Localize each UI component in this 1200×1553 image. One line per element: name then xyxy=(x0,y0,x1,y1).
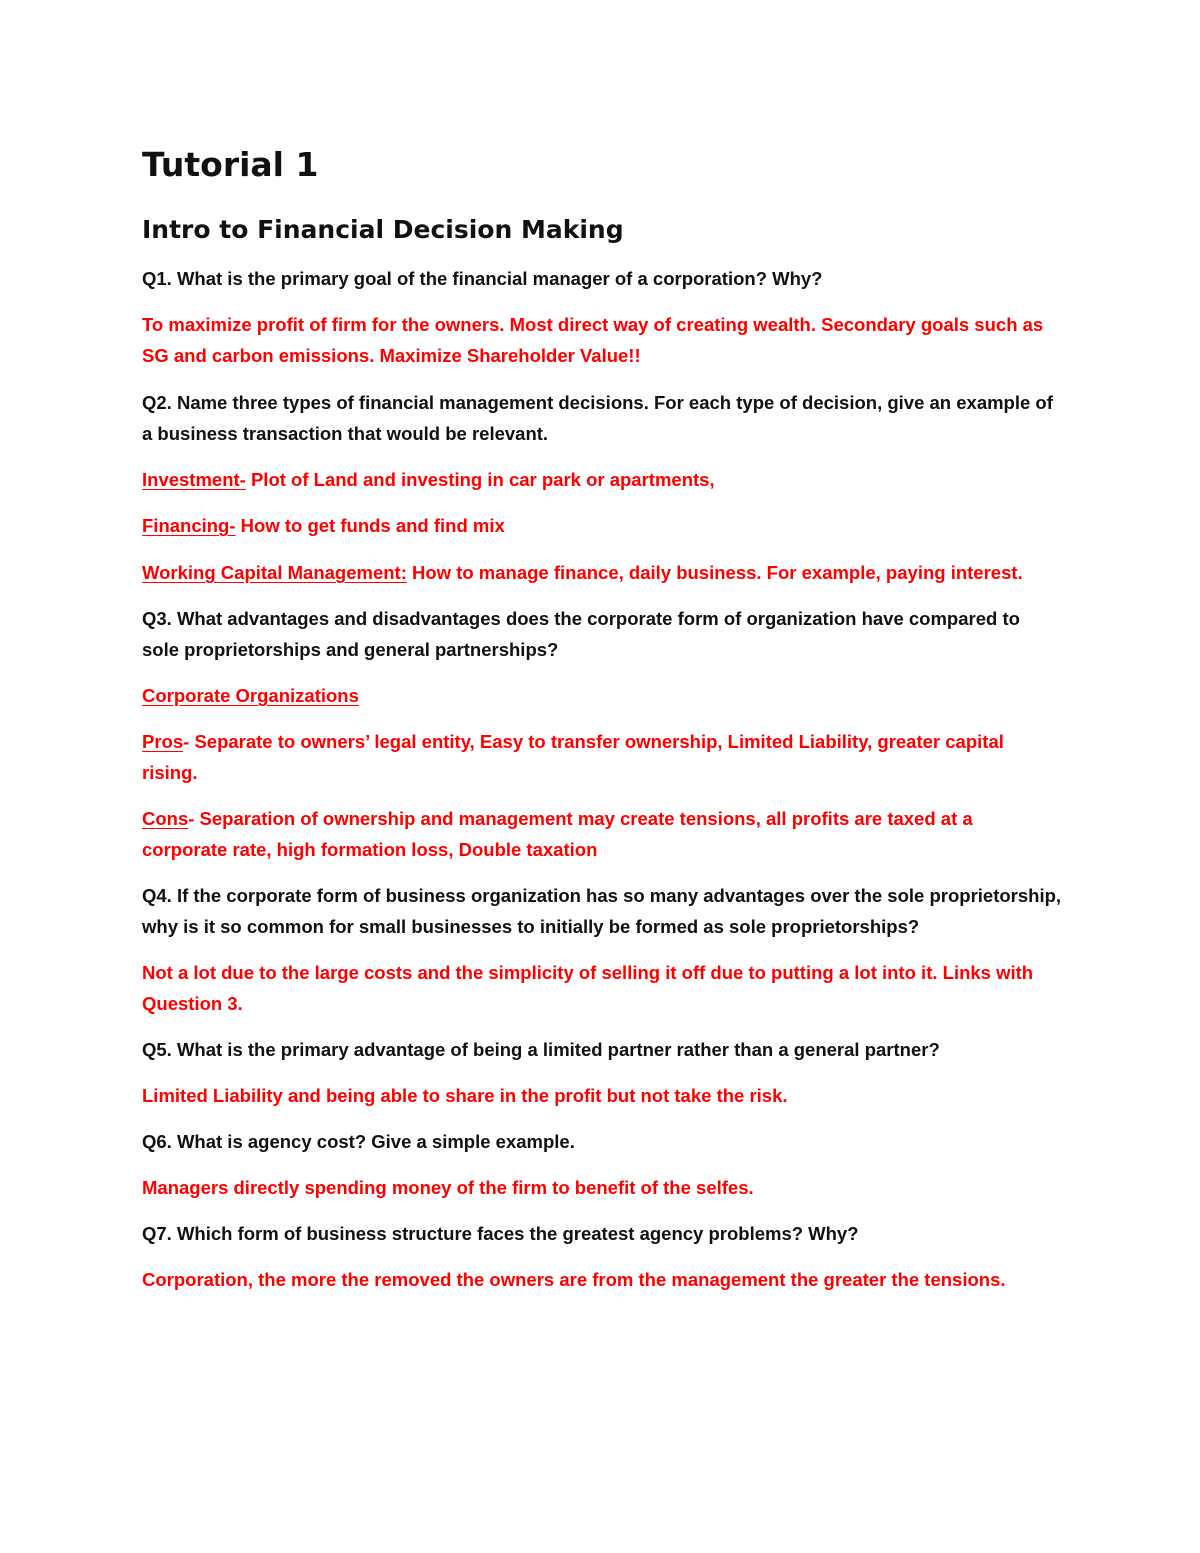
investment-term: Investment- xyxy=(142,469,246,490)
q3-pros xyxy=(142,726,1062,788)
q7-question: Q7. Which form of business structure faces the greatest agency problems? Why? xyxy=(142,1223,859,1244)
q1-question: Q1. What is the primary goal of the financial manager of a corporation? Why? xyxy=(142,268,823,289)
q5-question: Q5. What is the primary advantage of being a limited partner rather than a general partner? xyxy=(142,1039,940,1060)
document-title: Tutorial 1 xyxy=(142,145,319,184)
q6-answer: Managers directly spending money of the firm to benefit of the selfes. xyxy=(142,1177,754,1198)
pros-text: - Separate to owners’ legal entity, Easy to transfer ownership, Limited Liability, greater capital rising. xyxy=(142,731,1004,783)
working-capital-text: How to manage finance, daily business. For example, paying interest. xyxy=(406,562,1023,583)
q7-answer: Corporation, the more the removed the owners are from the management the greater the tensions. xyxy=(142,1269,1006,1290)
cons-text: - Separation of ownership and management may create tensions, all profits are taxed at a corporate rate, high formation loss, Double taxation xyxy=(142,808,973,860)
q2-question: Q2. Name three types of financial management decisions. For each type of decision, give an example of a business transaction that would be relevant. xyxy=(142,392,1053,444)
investment-text: Plot of Land and investing in car park or apartments, xyxy=(245,469,715,490)
q4-question: Q4. If the corporate form of business organization has so many advantages over the sole proprietorship, why is it so common for small businesses to initially be formed as sole proprietorships? xyxy=(142,885,1062,937)
q3-cons xyxy=(142,803,1062,865)
q4-answer: Not a lot due to the large costs and the simplicity of selling it off due to putting a lot into it. Links with Question 3. xyxy=(142,962,1034,1014)
q6-question: Q6. What is agency cost? Give a simple example. xyxy=(142,1131,575,1152)
pros-term: Pros xyxy=(142,731,184,752)
q1-answer: To maximize profit of firm for the owners. Most direct way of creating wealth. Secondary goals such as SG and carbon emissions. Maximize Shareholder Value!! xyxy=(142,314,1044,366)
q2-answer-working-capital xyxy=(142,557,1062,588)
corporate-organizations-term: Corporate Organizations xyxy=(142,685,359,706)
cons-term: Cons xyxy=(142,808,189,829)
q2-answer-investment xyxy=(142,464,1062,495)
document-subtitle: Intro to Financial Decision Making xyxy=(142,215,624,244)
q3-heading xyxy=(142,680,1062,711)
q2-answer-financing xyxy=(142,510,1062,541)
financing-term: Financing- xyxy=(142,515,236,536)
financing-text: How to get funds and find mix xyxy=(235,515,505,536)
q3-question: Q3. What advantages and disadvantages does the corporate form of organization have compared to sole proprietorships and general partnerships? xyxy=(142,608,1020,660)
document-body xyxy=(142,140,1062,1295)
working-capital-term: Working Capital Management: xyxy=(142,562,407,583)
q5-answer: Limited Liability and being able to share in the profit but not take the risk. xyxy=(142,1085,788,1106)
